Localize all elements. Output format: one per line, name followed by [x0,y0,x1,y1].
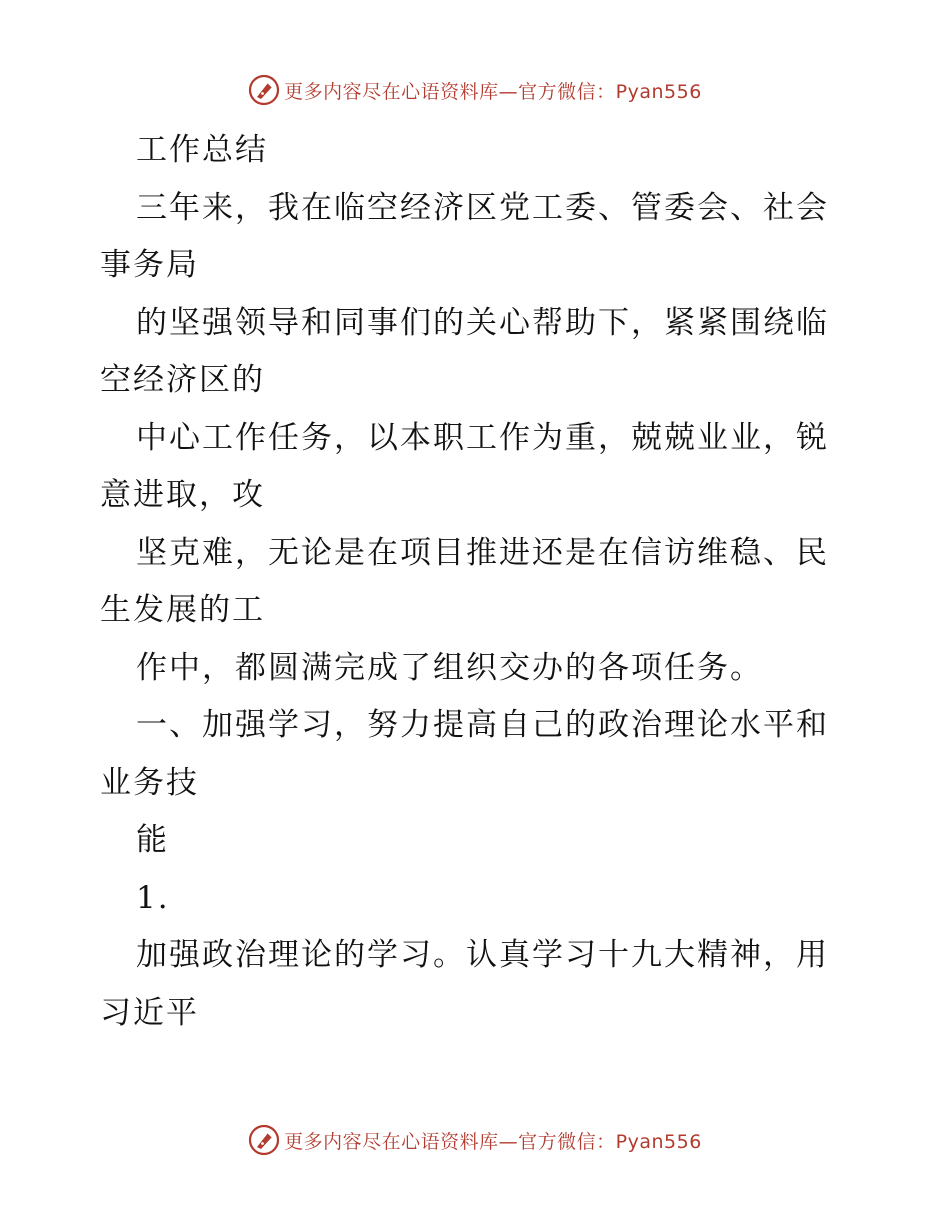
paragraph: 工作总结 [136,132,268,168]
paragraph: 一、加强学习，努力提高自己的政治理论水平和业务技 [100,707,829,801]
watermark-text: 更多内容尽在心语资料库—官方微信：Pyan556 [284,1130,702,1153]
paragraph: 三年来，我在临空经济区党工委、管委会、社会事务局 [100,189,829,283]
document-body [100,122,860,1042]
footer-watermark [0,1120,950,1160]
header-watermark [0,70,950,110]
pen-nib-logo-icon [248,74,280,106]
paragraph: 中心工作任务，以本职工作为重，兢兢业业，锐意进取，攻 [100,419,829,513]
pen-nib-logo-icon [248,1124,280,1156]
paragraph: 的坚强领导和同事们的关心帮助下，紧紧围绕临空经济区的 [100,304,829,398]
paragraph: 坚克难，无论是在项目推进还是在信访维稳、民生发展的工 [100,534,829,628]
paragraph: 能 [136,822,169,858]
paragraph: 加强政治理论的学习。认真学习十九大精神，用习近平 [100,937,829,1031]
paragraph: 1. [136,879,170,916]
watermark-text: 更多内容尽在心语资料库—官方微信：Pyan556 [284,80,702,103]
paragraph: 作中，都圆满完成了组织交办的各项任务。 [136,649,763,686]
